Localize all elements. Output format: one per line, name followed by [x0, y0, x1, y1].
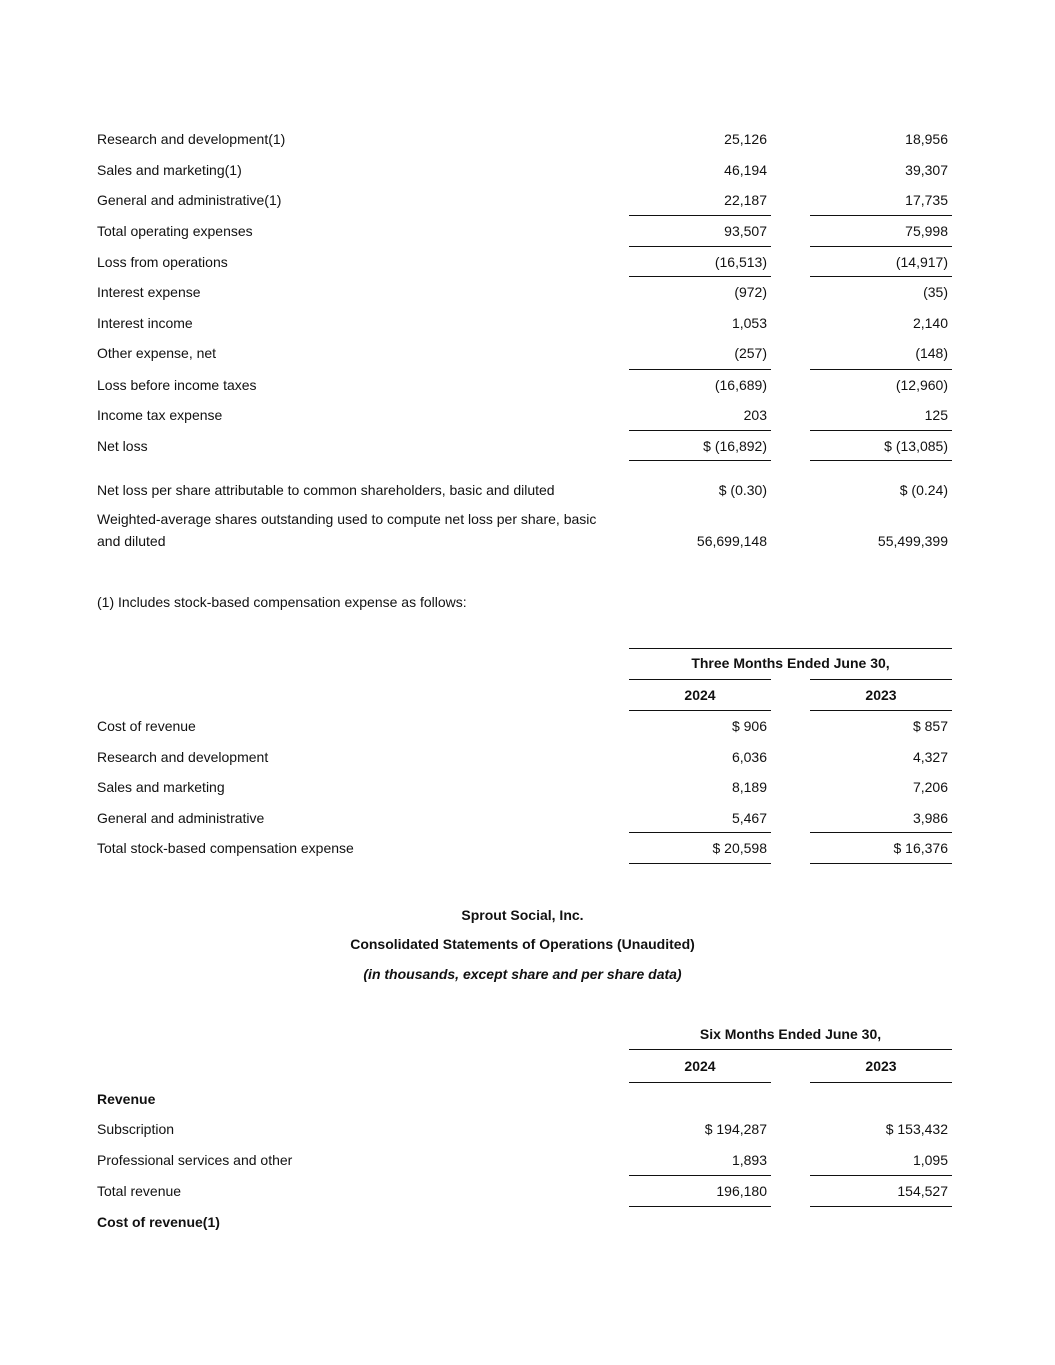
- company-name: Sprout Social, Inc.: [461, 907, 584, 923]
- value-2023: $ 16,376: [893, 840, 948, 856]
- table-row: [0, 711, 1055, 742]
- value-2023: $ (0.24): [899, 482, 948, 498]
- period-header: Six Months Ended June 30,: [699, 1026, 882, 1042]
- table-row: [0, 308, 1055, 339]
- cost-of-revenue-heading: Cost of revenue(1): [97, 1214, 220, 1230]
- value-2023: 7,206: [912, 779, 948, 795]
- value-2023: (35): [923, 284, 948, 300]
- row-label: Net loss: [97, 438, 148, 454]
- row-label: Income tax expense: [97, 407, 223, 423]
- value-2024: $ (0.30): [718, 482, 767, 498]
- value-2023: (12,960): [895, 377, 948, 393]
- row-label: Professional services and other: [97, 1152, 293, 1168]
- rule-line: [629, 460, 771, 461]
- row-label: Other expense, net: [97, 345, 217, 361]
- rule-line: [629, 1082, 771, 1083]
- revenue-heading: Revenue: [97, 1091, 156, 1107]
- value-2023: (14,917): [895, 254, 948, 270]
- row-label: Interest income: [97, 315, 193, 331]
- rule-line: [810, 1082, 952, 1083]
- table-row: [0, 277, 1055, 308]
- row-label: Research and development(1): [97, 131, 286, 147]
- value-2024: $ 906: [731, 718, 767, 734]
- value-2023: 125: [924, 407, 948, 423]
- row-label: Total revenue: [97, 1183, 182, 1199]
- value-2023: $ 857: [912, 718, 948, 734]
- value-2024: 56,699,148: [696, 533, 767, 549]
- row-label: Interest expense: [97, 284, 201, 300]
- value-2024: 1,053: [731, 315, 767, 331]
- footnote: (1) Includes stock-based compensation expense as follows:: [97, 594, 467, 610]
- value-2023: (148): [915, 345, 948, 361]
- period-header: Three Months Ended June 30,: [691, 655, 890, 671]
- value-2023: 18,956: [905, 131, 948, 147]
- table-row: [0, 1145, 1055, 1176]
- value-2024: (16,689): [714, 377, 767, 393]
- table-row: [0, 1176, 1055, 1207]
- value-2023: 1,095: [912, 1152, 948, 1168]
- row-label: Subscription: [97, 1121, 175, 1137]
- row-label: Loss before income taxes: [97, 377, 257, 393]
- statement-subtitle: (in thousands, except share and per share data): [363, 966, 682, 982]
- rule-line: [629, 1049, 952, 1050]
- rule-line: [810, 460, 952, 461]
- value-2024: 22,187: [724, 192, 767, 208]
- statement-title: Consolidated Statements of Operations (Unaudited): [350, 936, 695, 952]
- value-2024: 1,893: [731, 1152, 767, 1168]
- table-row: [0, 338, 1055, 369]
- value-2023: 17,735: [905, 192, 948, 208]
- value-2024: (972): [734, 284, 767, 300]
- value-2024: 203: [743, 407, 767, 423]
- value-2024: 6,036: [731, 749, 767, 765]
- row-label: General and administrative(1): [97, 192, 282, 208]
- year-header-2024: 2024: [684, 687, 716, 703]
- row-label: Net loss per share attributable to common shareholders, basic and diluted: [97, 482, 555, 498]
- row-label: Research and development: [97, 749, 269, 765]
- table-row: [0, 742, 1055, 773]
- value-2024: $ (16,892): [703, 438, 767, 454]
- value-2023: 3,986: [912, 810, 948, 826]
- row-label: Total operating expenses: [97, 223, 253, 239]
- table-row: [0, 247, 1055, 278]
- value-2024: (16,513): [714, 254, 767, 270]
- table-row: [0, 1114, 1055, 1145]
- rule-line: [629, 863, 771, 864]
- row-label: General and administrative: [97, 810, 265, 826]
- table-row: [0, 475, 1055, 506]
- year-header-2024: 2024: [684, 1058, 716, 1074]
- value-2024: 93,507: [724, 223, 767, 239]
- value-2023: $ 153,432: [885, 1121, 948, 1137]
- table-row: [0, 216, 1055, 247]
- table-row: [0, 185, 1055, 216]
- row-label: Loss from operations: [97, 254, 228, 270]
- row-label: Sales and marketing(1): [97, 162, 242, 178]
- value-2023: 75,998: [905, 223, 948, 239]
- rule-line: [810, 863, 952, 864]
- value-2024: 8,189: [731, 779, 767, 795]
- row-label: Cost of revenue: [97, 718, 196, 734]
- table-row: [0, 400, 1055, 431]
- table-row: [0, 508, 1055, 552]
- value-2024: 5,467: [731, 810, 767, 826]
- row-label: Weighted-average shares outstanding used to compute net loss per share, basic and diluted: [97, 511, 597, 549]
- table-row: [0, 155, 1055, 186]
- row-label: Sales and marketing: [97, 779, 225, 795]
- value-2024: 25,126: [724, 131, 767, 147]
- value-2023: 154,527: [897, 1183, 948, 1199]
- table-row: [0, 431, 1055, 462]
- value-2024: (257): [734, 345, 767, 361]
- year-header-2023: 2023: [865, 687, 897, 703]
- section-heading: [0, 1207, 1055, 1238]
- value-2023: 39,307: [905, 162, 948, 178]
- value-2024: $ 194,287: [704, 1121, 767, 1137]
- value-2023: 2,140: [912, 315, 948, 331]
- value-2024: 196,180: [716, 1183, 767, 1199]
- row-label: Total stock-based compensation expense: [97, 840, 354, 856]
- table-row: [0, 772, 1055, 803]
- table-row: [0, 124, 1055, 155]
- table-row: [0, 370, 1055, 401]
- year-header-2023: 2023: [865, 1058, 897, 1074]
- value-2023: 4,327: [912, 749, 948, 765]
- value-2023: $ (13,085): [884, 438, 948, 454]
- section-heading: [0, 1084, 1055, 1115]
- value-2024: $ 20,598: [712, 840, 767, 856]
- value-2023: 55,499,399: [877, 533, 948, 549]
- value-2024: 46,194: [724, 162, 767, 178]
- table-row: [0, 833, 1055, 864]
- table-row: [0, 803, 1055, 834]
